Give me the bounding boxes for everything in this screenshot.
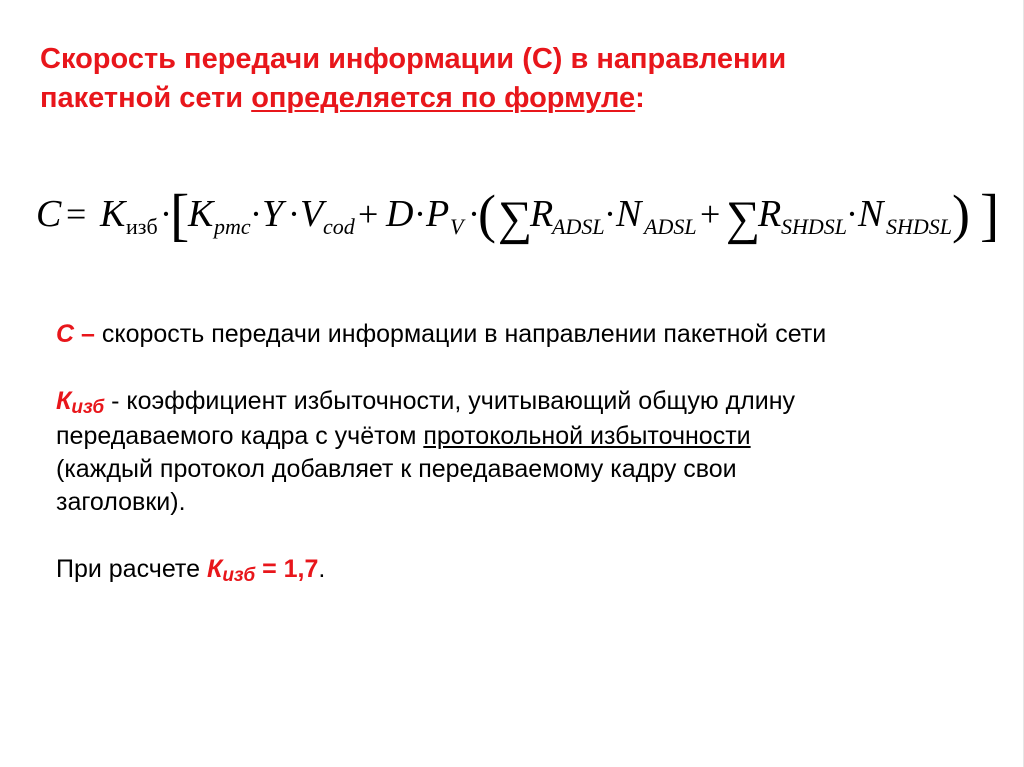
formula-dot-1: · <box>160 194 172 234</box>
formula-right-bracket: ] <box>980 182 1000 247</box>
formula-K2-sub: pmc <box>214 214 251 239</box>
formula-svg <box>36 176 1016 256</box>
spacer <box>56 351 976 385</box>
title-line-1: Скорость передачи информации (С) в направлении <box>40 43 787 75</box>
slide-title <box>40 40 1000 118</box>
formula-K-sub: изб <box>126 214 158 239</box>
formula-R2-sub: SHDSL <box>781 214 848 239</box>
k-protocol-redundancy: протокольной избыточности <box>423 422 751 450</box>
formula-P-sub: V <box>450 214 464 239</box>
definition-k-line-2 <box>56 420 976 453</box>
formula-N2: N <box>858 193 884 235</box>
formula-N1-sub: ADSL <box>644 214 697 239</box>
title-line-2 <box>40 79 1000 118</box>
formula-plus-2: + <box>700 194 721 234</box>
formula-right-paren: ) <box>952 184 970 244</box>
formula <box>36 176 1016 256</box>
formula-R1-sub: ADSL <box>552 214 605 239</box>
formula-dot-2: · <box>250 194 262 234</box>
formula-K2: K <box>188 193 214 235</box>
definition-c <box>56 318 976 351</box>
title-underlined-phrase: определяется по формуле <box>251 82 636 114</box>
calc-prefix: При расчете <box>56 555 207 583</box>
calc-period: . <box>318 555 326 583</box>
c-dash: – <box>74 320 95 348</box>
formula-C: C <box>36 193 62 235</box>
formula-plus-1: + <box>358 194 379 234</box>
calc-k-symbol: К <box>206 555 223 583</box>
definition-k-line-4: заголовки). <box>56 488 186 516</box>
formula-dot-7: · <box>846 194 858 234</box>
c-description: скорость передачи информации в направлении пакетной сети <box>94 320 827 348</box>
formula-sum-2: ∑ <box>726 192 761 245</box>
formula-sum-1: ∑ <box>498 192 533 245</box>
k-description-line-2-prefix: передаваемого кадра с учётом <box>56 422 424 450</box>
formula-dot-6: · <box>604 194 616 234</box>
formula-V-sub: cod <box>323 214 355 239</box>
definition-k-line-3: (каждый протокол добавляет к передаваемому кадру свои <box>56 455 737 483</box>
title-colon: : <box>635 82 645 114</box>
formula-K: K <box>100 193 126 235</box>
formula-left-paren: ( <box>478 184 496 244</box>
formula-R2: R <box>758 193 782 235</box>
formula-R1: R <box>530 193 554 235</box>
c-symbol: С <box>56 320 75 348</box>
calculation-note <box>56 553 976 588</box>
formula-D: D <box>386 193 414 235</box>
formula-equals: = <box>66 194 87 234</box>
k-subscript: изб <box>71 397 105 418</box>
definition-k <box>56 385 976 420</box>
formula-V: V <box>300 193 324 235</box>
formula-dot-5: · <box>468 194 480 234</box>
calc-k-subscript: изб <box>222 565 256 586</box>
formula-dot-3: · <box>288 194 300 234</box>
formula-N1: N <box>616 193 642 235</box>
formula-dot-4: · <box>414 194 426 234</box>
calc-value: = 1,7 <box>255 555 319 583</box>
formula-N2-sub: SHDSL <box>886 214 953 239</box>
k-symbol: К <box>56 387 72 415</box>
formula-left-bracket: [ <box>170 182 190 247</box>
definitions <box>56 318 976 588</box>
k-description-line-1: - коэффициент избыточности, учитывающий общую длину <box>104 387 796 415</box>
formula-P: P <box>426 193 450 235</box>
title-line-2-prefix: пакетной сети <box>40 82 252 114</box>
formula-Y: Y <box>262 193 284 235</box>
spacer <box>56 519 976 553</box>
